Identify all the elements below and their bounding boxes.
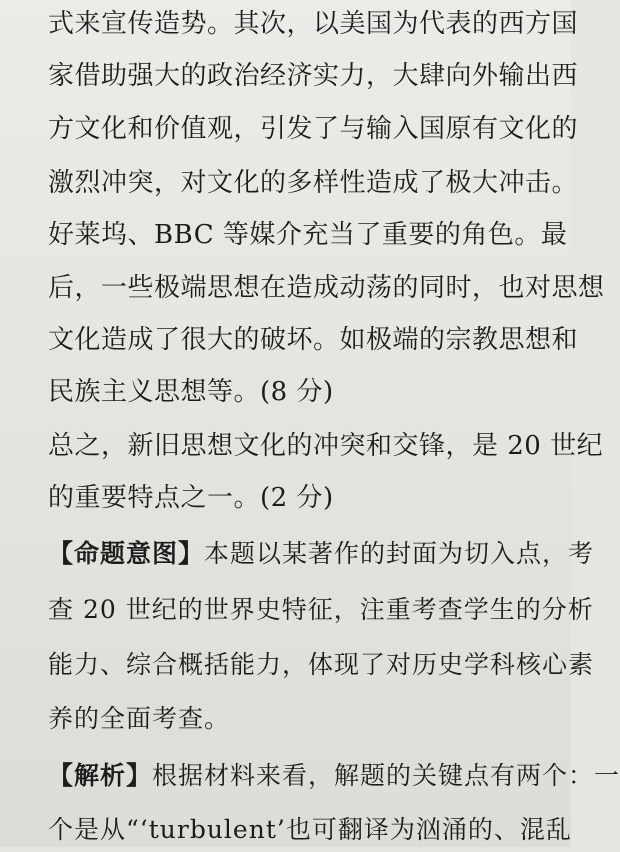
intent-line-3: 能力、综合概括能力，体现了对历史学科核心素: [48, 650, 595, 679]
analysis-line-1: [48, 754, 620, 798]
text-line-9: 总之，新旧思想文化的冲突和交锋，是 20 世纪: [48, 431, 604, 461]
analysis-line-2: 个是从“‘turbulent’也可翻译为汹涌的、混乱: [48, 815, 572, 844]
text-line-7: 文化造成了很大的破坏。如极端的宗教思想和: [48, 325, 579, 355]
text-line-1: 式来宣传造势。其次，以美国为代表的西方国: [48, 9, 579, 39]
intent-line-4: 养的全面考查。: [48, 704, 231, 733]
analysis-label: 【解析】: [48, 761, 153, 790]
text-line-6: 后，一些极端思想在造成动荡的同时，也对思想: [48, 273, 605, 303]
text-line-3: 方文化和价值观，引发了与输入国原有文化的: [48, 114, 579, 144]
text-line-4: 激烈冲突，对文化的多样性造成了极大冲击。: [48, 168, 579, 198]
text-line-8: 民族主义思想等。(8 分): [48, 377, 334, 407]
text-line-10: 的重要特点之一。(2 分): [48, 483, 334, 513]
text-line-2: 家借助强大的政治经济实力，大肆向外输出西: [48, 61, 579, 91]
text-line-5: 好莱坞、BBC 等媒介充当了重要的角色。最: [48, 220, 568, 250]
analysis-text-1: 根据材料来看，解题的关键点有两个：一: [152, 761, 620, 790]
intent-text-1: 本题以某著作的封面为切入点，考: [204, 539, 595, 568]
intent-line-2: 查 20 世纪的世界史特征，注重考查学生的分析: [48, 595, 594, 624]
intent-line-1: [48, 532, 595, 576]
intent-label: 【命题意图】: [48, 539, 205, 568]
